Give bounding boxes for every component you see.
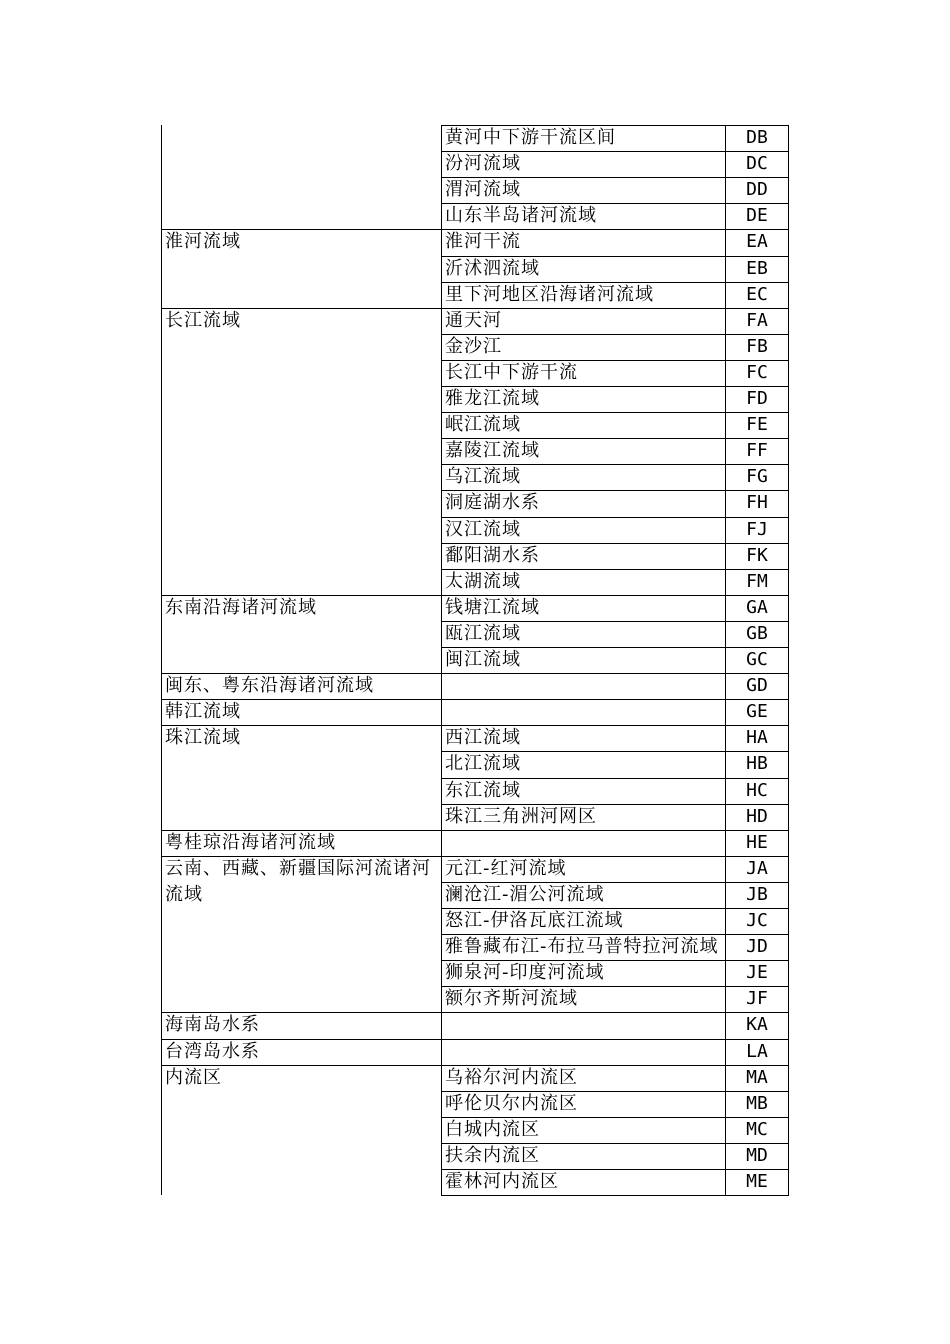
- sub-basin-name: 元江-红河流域: [445, 857, 567, 879]
- sub-basin-name: 里下河地区沿海诸河流域: [445, 283, 654, 305]
- column-divider: [725, 1065, 726, 1092]
- column-divider: [725, 673, 726, 700]
- basin-code: FK: [746, 544, 768, 566]
- basin-code: JF: [746, 988, 768, 1010]
- column-divider: [441, 543, 442, 570]
- column-divider: [725, 1117, 726, 1144]
- column-divider: [441, 151, 442, 178]
- column-divider: [725, 934, 726, 961]
- column-divider: [725, 229, 726, 256]
- column-divider: [441, 804, 442, 831]
- column-divider: [725, 647, 726, 674]
- column-divider: [725, 830, 726, 857]
- column-divider: [441, 360, 442, 387]
- sub-basin-name: 呼伦贝尔内流区: [445, 1092, 578, 1114]
- column-divider: [725, 386, 726, 413]
- column-divider: [725, 151, 726, 178]
- sub-basin-name: 长江中下游干流: [445, 361, 578, 383]
- column-divider: [725, 569, 726, 596]
- table-border-right: [788, 464, 789, 491]
- table-border-right: [788, 804, 789, 831]
- basin-name: 珠江流域: [165, 727, 241, 749]
- basin-code: MC: [746, 1118, 768, 1140]
- basin-code: JC: [746, 910, 768, 931]
- basin-name: 淮河流域: [165, 231, 241, 253]
- sub-basin-name: 霍林河内流区: [445, 1171, 559, 1192]
- sub-basin-name: 雅龙江流域: [445, 388, 540, 409]
- column-divider: [441, 490, 442, 517]
- column-divider: [441, 960, 442, 987]
- table-border-right: [788, 1065, 789, 1092]
- column-divider: [441, 1039, 442, 1066]
- basin-code: FD: [746, 388, 768, 409]
- sub-basin-name: 怒江-伊洛瓦底江流域: [445, 910, 624, 931]
- sub-basin-name: 扶余内流区: [445, 1144, 540, 1166]
- sub-basin-name: 珠江三角洲河网区: [445, 805, 597, 827]
- column-divider: [441, 751, 442, 778]
- basin-code: FF: [746, 440, 768, 462]
- column-divider: [725, 464, 726, 491]
- basin-code: FC: [746, 361, 768, 383]
- column-divider: [725, 1012, 726, 1039]
- column-divider: [441, 908, 442, 935]
- table-border-right: [788, 412, 789, 439]
- column-divider: [441, 647, 442, 674]
- basin-name: 韩江流域: [165, 701, 241, 723]
- sub-basin-name: 雅鲁藏布江-布拉马普特拉河流域: [445, 936, 719, 958]
- table-border-right: [788, 203, 789, 230]
- basin-code: EB: [746, 257, 768, 279]
- sub-basin-name: 汾河流域: [445, 153, 521, 175]
- column-divider: [441, 334, 442, 361]
- table-border-right: [788, 360, 789, 387]
- table-border-right: [788, 490, 789, 517]
- table-border-right: [788, 673, 789, 700]
- basin-code: HD: [746, 805, 768, 827]
- table-border-right: [788, 830, 789, 857]
- column-divider: [441, 1117, 442, 1144]
- basin-code: DD: [746, 179, 768, 201]
- column-divider: [725, 282, 726, 309]
- table-border-right: [788, 1091, 789, 1118]
- basin-name: 内流区: [165, 1066, 222, 1088]
- column-divider: [441, 464, 442, 491]
- basin-code: HB: [746, 753, 768, 775]
- column-divider: [441, 595, 442, 622]
- basin-code: FA: [746, 309, 768, 331]
- table-border-right: [788, 986, 789, 1013]
- basin-code: LA: [746, 1040, 768, 1062]
- table-border-left: [161, 125, 162, 1195]
- column-divider: [441, 934, 442, 961]
- column-divider: [725, 543, 726, 570]
- basin-name: 长江流域: [165, 309, 241, 331]
- table-border-right: [788, 125, 789, 152]
- basin-code: EC: [746, 283, 768, 305]
- column-divider: [725, 908, 726, 935]
- sub-basin-name: 沂沭泗流域: [445, 257, 540, 279]
- column-divider: [441, 1169, 442, 1196]
- sub-basin-name: 汉江流域: [445, 518, 521, 540]
- sub-basin-name: 鄱阳湖水系: [445, 544, 540, 566]
- column-divider: [725, 438, 726, 465]
- column-divider: [725, 412, 726, 439]
- table-border-right: [788, 856, 789, 883]
- column-divider: [725, 804, 726, 831]
- column-divider: [725, 882, 726, 909]
- basin-code: JD: [746, 936, 768, 958]
- sub-basin-name: 额尔齐斯河流域: [445, 988, 578, 1010]
- table-border-right: [788, 282, 789, 309]
- basin-name: 东南沿海诸河流域: [165, 596, 317, 618]
- basin-code: HC: [746, 779, 768, 801]
- basin-name: 台湾岛水系: [165, 1040, 260, 1062]
- column-divider: [441, 1143, 442, 1170]
- basin-code: GB: [746, 622, 768, 644]
- column-divider: [725, 1091, 726, 1118]
- basin-code: GA: [746, 596, 768, 618]
- column-divider: [725, 856, 726, 883]
- basin-code: DC: [746, 153, 768, 175]
- basin-code: ME: [746, 1171, 768, 1192]
- basin-code: JE: [746, 962, 768, 984]
- basin-code: GC: [746, 649, 768, 670]
- sub-basin-name: 乌裕尔河内流区: [445, 1066, 578, 1088]
- column-divider: [441, 177, 442, 204]
- column-divider: [725, 177, 726, 204]
- table-border-right: [788, 699, 789, 726]
- table-border-right: [788, 1117, 789, 1144]
- basin-code: DE: [746, 205, 768, 227]
- column-divider: [725, 986, 726, 1013]
- sub-basin-name: 嘉陵江流域: [445, 440, 540, 462]
- column-divider: [725, 751, 726, 778]
- table-border-right: [788, 960, 789, 987]
- column-divider: [441, 986, 442, 1013]
- table-border-right: [788, 517, 789, 544]
- sub-basin-name: 西江流域: [445, 727, 521, 749]
- column-divider: [725, 595, 726, 622]
- column-divider: [441, 386, 442, 413]
- basin-name: 海南岛水系: [165, 1014, 260, 1036]
- column-divider: [441, 438, 442, 465]
- table-border-right: [788, 647, 789, 674]
- column-divider: [441, 1012, 442, 1039]
- sub-basin-name: 山东半岛诸河流域: [445, 205, 597, 227]
- sub-basin-name: 渭河流域: [445, 179, 521, 201]
- basin-code: DB: [746, 127, 768, 148]
- table-border-right: [788, 256, 789, 283]
- basin-code: FM: [746, 570, 768, 592]
- basin-code-table: [161, 125, 789, 1195]
- column-divider: [441, 517, 442, 544]
- table-border-right: [788, 543, 789, 570]
- basin-code: MB: [746, 1092, 768, 1114]
- column-divider: [441, 125, 442, 152]
- column-divider: [441, 699, 442, 726]
- column-divider: [725, 778, 726, 805]
- sub-basin-name: 白城内流区: [445, 1118, 540, 1140]
- column-divider: [441, 856, 442, 883]
- basin-code: FG: [746, 466, 768, 488]
- column-divider: [725, 256, 726, 283]
- sub-basin-name: 太湖流域: [445, 570, 521, 592]
- column-divider: [725, 725, 726, 752]
- table-border-right: [788, 438, 789, 465]
- table-border-right: [788, 334, 789, 361]
- table-border-right: [788, 229, 789, 256]
- table-border-right: [788, 569, 789, 596]
- column-divider: [725, 334, 726, 361]
- column-divider: [725, 517, 726, 544]
- table-border-right: [788, 934, 789, 961]
- column-divider: [725, 203, 726, 230]
- column-divider: [725, 308, 726, 335]
- table-border-right: [788, 595, 789, 622]
- column-divider: [725, 621, 726, 648]
- column-divider: [441, 203, 442, 230]
- table-border-right: [788, 1143, 789, 1170]
- column-divider: [725, 1039, 726, 1066]
- column-divider: [441, 308, 442, 335]
- column-divider: [441, 1091, 442, 1118]
- column-divider: [725, 960, 726, 987]
- table-border-right: [788, 151, 789, 178]
- table-border-right: [788, 1169, 789, 1196]
- column-divider: [441, 412, 442, 439]
- sub-basin-name: 狮泉河-印度河流域: [445, 962, 605, 984]
- table-border-right: [788, 908, 789, 935]
- basin-code: MD: [746, 1144, 768, 1166]
- basin-name: 闽东、粤东沿海诸河流域: [165, 675, 374, 697]
- column-divider: [725, 490, 726, 517]
- sub-basin-name: 乌江流域: [445, 466, 521, 488]
- column-divider: [725, 360, 726, 387]
- sub-basin-name: 金沙江: [445, 335, 502, 357]
- column-divider: [441, 282, 442, 309]
- basin-code: FE: [746, 414, 768, 436]
- column-divider: [441, 882, 442, 909]
- basin-name: 粤桂琼沿海诸河流域: [165, 831, 336, 853]
- sub-basin-name: 钱塘江流域: [445, 596, 540, 618]
- column-divider: [441, 725, 442, 752]
- basin-code: GE: [746, 701, 768, 723]
- basin-code: FH: [746, 492, 768, 514]
- column-divider: [441, 673, 442, 700]
- column-divider: [441, 256, 442, 283]
- basin-code: HA: [746, 727, 768, 749]
- sub-basin-name: 瓯江流域: [445, 622, 521, 644]
- basin-code: GD: [746, 675, 768, 697]
- table-border-right: [788, 177, 789, 204]
- table-border-right: [788, 621, 789, 648]
- column-divider: [441, 621, 442, 648]
- table-border-right: [788, 725, 789, 752]
- column-divider: [725, 1143, 726, 1170]
- basin-code: KA: [746, 1014, 768, 1036]
- table-border-right: [788, 778, 789, 805]
- column-divider: [441, 830, 442, 857]
- basin-code: JA: [746, 857, 768, 879]
- column-divider: [441, 778, 442, 805]
- column-divider: [725, 1169, 726, 1196]
- column-divider: [441, 1065, 442, 1092]
- sub-basin-name: 北江流域: [445, 753, 521, 775]
- basin-code: HE: [746, 831, 768, 853]
- table-border-bottom: [441, 1195, 789, 1196]
- basin-name: 云南、西藏、新疆国际河流诸河流域: [165, 857, 431, 905]
- sub-basin-name: 闽江流域: [445, 649, 521, 670]
- table-border-right: [788, 882, 789, 909]
- sub-basin-name: 澜沧江-湄公河流域: [445, 883, 605, 905]
- basin-code: FJ: [746, 518, 768, 540]
- sub-basin-name: 岷江流域: [445, 414, 521, 436]
- table-border-right: [788, 751, 789, 778]
- column-divider: [441, 229, 442, 256]
- table-border-right: [788, 308, 789, 335]
- sub-basin-name: 黄河中下游干流区间: [445, 127, 616, 148]
- sub-basin-name: 淮河干流: [445, 231, 521, 253]
- table-border-right: [788, 1039, 789, 1066]
- column-divider: [441, 569, 442, 596]
- sub-basin-name: 东江流域: [445, 779, 521, 801]
- basin-code: JB: [746, 883, 768, 905]
- table-border-right: [788, 386, 789, 413]
- basin-code: FB: [746, 335, 768, 357]
- column-divider: [725, 125, 726, 152]
- table-border-right: [788, 1012, 789, 1039]
- basin-code: EA: [746, 231, 768, 253]
- basin-code: MA: [746, 1066, 768, 1088]
- sub-basin-name: 洞庭湖水系: [445, 492, 540, 514]
- column-divider: [725, 699, 726, 726]
- sub-basin-name: 通天河: [445, 309, 502, 331]
